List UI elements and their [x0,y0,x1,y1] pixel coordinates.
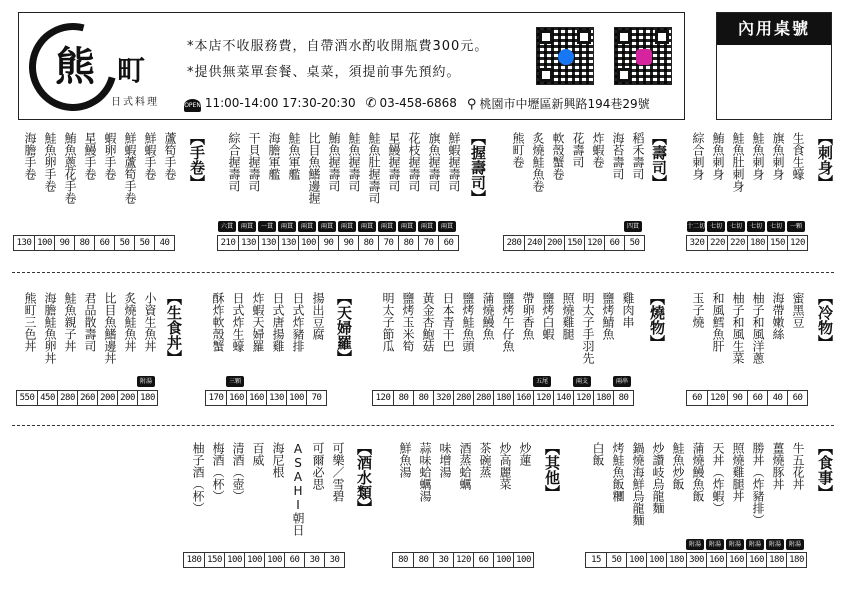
price-cell: 80 [413,553,433,567]
price-cell: 320 [433,391,453,405]
portion-tag: 七切 [747,221,765,232]
price-cell: 220 [727,236,747,250]
menu-item: 綜合刺身 [691,132,705,180]
menu-item: 鮮蝦蘆筍手卷 [123,132,137,204]
price-cell: 200 [97,391,117,405]
price-cell: 140 [553,391,573,405]
menu-item: 鹽烤鮭魚頭 [461,292,475,352]
price-cell: 180 [593,391,613,405]
portion-tag [665,539,685,550]
portion-tag: 一顆 [787,221,805,232]
menu-item: 鮮蝦握壽司 [447,132,461,192]
price-cell: 160 [726,553,746,567]
opening-hours: OPEN 11:00-14:00 17:30-20:30 [184,95,356,110]
portion-tag: 十二切 [687,223,706,230]
menu-item: ASAHI朝日 [291,442,305,536]
price-cell: 40 [767,391,787,405]
price-cell: 80 [398,236,418,250]
menu-item: 鮪魚握壽司 [327,132,341,192]
nigiri-heading: 【握壽司】 [469,130,487,205]
menu-item: 明太子節瓜 [381,292,395,352]
price-cell: 120 [584,236,604,250]
menu-item: 生食生蠔 [791,132,805,180]
menu-item: 柚子和風洋蔥 [751,292,765,364]
menu-item: 鹽烤午仔魚 [501,292,515,352]
price-cell: 200 [544,236,564,250]
price-cell: 60 [747,391,767,405]
menu-item: 旗魚刺身 [771,132,785,180]
instagram-qr-code[interactable] [614,27,672,85]
menu-item: 蒲燒鰻魚飯 [691,442,705,502]
meals-heading: 【食事】 [816,440,834,500]
grilled-tag-row [372,376,632,387]
price-cell: 30 [433,553,453,567]
price-cell: 60 [787,391,807,405]
menu-item: 蘆筍手卷 [163,132,177,180]
menu-item: 海帶嫩絲 [771,292,785,340]
portion-tag [492,376,512,387]
portion-tag: 七切 [707,221,725,232]
price-cell: 90 [727,391,747,405]
menu-item: 炙燒鮭魚丼 [123,292,137,352]
address: ⚲ 桃園市中壢區新興路194巷29號 [466,97,650,112]
menu-item: 可樂／雪碧 [331,442,345,502]
menu-item: 君品散壽司 [83,292,97,352]
logo-main-char: 熊 [55,43,93,90]
donburi-tag-row [16,376,156,387]
price-cell: 280 [453,391,473,405]
menu-item: 牛五花丼 [791,442,805,490]
divider [12,425,834,426]
menu-item: 鮪魚刺身 [711,132,725,180]
portion-tag [605,539,625,550]
portion-tag [392,376,412,387]
portion-tag [625,539,645,550]
price-cell: 70 [306,391,326,405]
menu-item: 比目魚鰭邊握 [307,132,321,204]
price-cell: 240 [524,236,544,250]
portion-tag [285,376,305,387]
cold-price-row [686,390,808,406]
menu-item: 星鰻握壽司 [387,132,401,192]
tempura-heading: 【天婦羅】 [335,290,353,365]
price-cell: 90 [338,236,358,250]
menu-item: 鮭魚炒飯 [671,442,685,490]
menu-item: 明太子手羽先 [581,292,595,364]
menu-item: 揚出豆腐 [311,292,325,340]
price-cell: 100 [264,553,284,567]
portion-tag [523,221,543,232]
price-cell: 100 [626,553,646,567]
nigiri-tag-row [217,221,457,232]
portion-tag: 兩貫 [378,221,396,232]
menu-item: 海膽手卷 [23,132,37,180]
portion-tag: 附湯 [137,376,155,387]
portion-tag [503,221,523,232]
price-cell: 220 [707,236,727,250]
menu-item: 干貝握壽司 [247,132,261,192]
portion-tag [76,376,96,387]
other-heading: 【其他】 [543,440,561,500]
menu-item: 鹽烤玉米筍 [401,292,415,352]
menu-item: 鮭魚肚刺身 [731,132,745,192]
menu-item: 日式炸豬排 [291,292,305,352]
menu-item: 烤鮭魚飯糰 [611,442,625,502]
price-cell: 160 [706,553,726,567]
location-pin-icon: ⚲ [466,97,477,112]
price-cell: 15 [591,555,601,565]
price-cell: 180 [766,553,786,567]
price-cell: 60 [692,393,702,403]
price-cell: 160 [513,391,533,405]
price-cell: 50 [624,236,644,250]
portion-tag: 附湯 [726,539,744,550]
portion-tag: 七切 [727,221,745,232]
portion-tag [56,376,76,387]
donburi-price-row [16,390,158,406]
menu-item: 鮭魚親子丼 [63,292,77,352]
menu-item: 蜜黑豆 [791,292,805,328]
menu-item: 炒高麗菜 [498,442,512,490]
portion-tag: 兩貫 [398,221,416,232]
price-cell: 200 [117,391,137,405]
table-number-box[interactable] [716,12,832,120]
portion-tag: 四貫 [624,221,642,232]
price-cell: 160 [226,391,246,405]
sashimi-heading: 【刺身】 [816,130,834,190]
portion-tag [245,376,265,387]
restaurant-header [18,12,685,120]
menu-item: 鮭魚肚握壽司 [367,132,381,204]
menu-item: 炒讚岐烏龍麵 [651,442,665,514]
price-cell: 80 [613,391,633,405]
menu-item: 蒜味蛤蠣湯 [418,442,432,502]
portion-tag [583,221,603,232]
menu-item: 鮭魚刺身 [751,132,765,180]
menu-item: 稻禾壽司 [631,132,645,180]
price-cell: 80 [398,555,408,565]
portion-tag: 兩貫 [358,221,376,232]
price-cell: 50 [134,236,154,250]
price-cell: 130 [16,238,32,248]
menu-item: 百威 [251,442,265,466]
portion-tag: 兩貫 [318,221,336,232]
menu-item: 鮭魚軍艦 [287,132,301,180]
tempura-price-row [205,390,327,406]
price-cell: 90 [318,236,338,250]
portion-tag [205,376,225,387]
menu-item: 蒲燒鰻魚 [481,292,495,340]
portion-tag [432,376,452,387]
menu-item: 海膽鮭魚卵丼 [43,292,57,364]
menu-item: 照燒雞腿丼 [731,442,745,502]
price-cell: 60 [473,553,493,567]
price-cell: 130 [278,236,298,250]
menu-item: 蝦卵手卷 [103,132,117,180]
price-cell: 260 [77,391,97,405]
menu-item: 味增湯 [438,442,452,478]
price-cell: 80 [358,236,378,250]
price-cell: 100 [286,391,306,405]
menu-item: 鹽烤鯖魚 [601,292,615,340]
price-cell: 130 [266,391,286,405]
grilled-price-row [372,390,634,406]
portion-tag [452,376,472,387]
menu-item: 鍋燒海鮮烏龍麵 [631,442,645,526]
nigiri-price-row [217,235,459,251]
price-cell: 60 [284,553,304,567]
price-cell: 120 [787,236,807,250]
drinks-price-row [183,552,345,568]
facebook-qr-code[interactable] [536,27,594,85]
portion-tag [36,376,56,387]
menu-item: 日式唐揚雞 [271,292,285,352]
price-cell: 80 [393,391,413,405]
menu-item: 綜合握壽司 [227,132,241,192]
price-cell: 100 [493,553,513,567]
portion-tag [645,539,665,550]
price-cell: 180 [186,555,202,565]
portion-tag: 附湯 [686,539,704,550]
price-cell: 150 [564,236,584,250]
other-price-row [392,552,534,568]
menu-item: 炙燒鮭魚卷 [531,132,545,192]
portion-tag [116,376,136,387]
menu-item: 炸蝦天婦羅 [251,292,265,352]
portion-tag: 兩貫 [418,221,436,232]
menu-item: 茶碗蒸 [478,442,492,478]
portion-tag [603,221,623,232]
sashimi-tag-row [686,221,806,232]
portion-tag: 三顆 [226,376,244,387]
portion-tag: 附湯 [706,539,724,550]
menu-item: 比目魚鰭邊丼 [103,292,117,364]
logo-tagline: 日式料理 [111,97,159,108]
sushi-tag-row [503,221,643,232]
facebook-icon [558,49,574,65]
price-cell: 150 [767,236,787,250]
menu-item: 柚子和風生菜 [731,292,745,364]
menu-item: 炒蓮 [518,442,532,466]
price-cell: 40 [154,236,174,250]
portion-tag: 附湯 [786,539,804,550]
price-cell: 100 [646,553,666,567]
price-cell: 280 [57,391,77,405]
portion-tag: 兩貫 [278,221,296,232]
instagram-icon [636,49,652,65]
portion-tag: 兩貫 [238,221,256,232]
menu-item: 清酒（壺） [231,442,245,502]
open-icon: OPEN [184,99,201,112]
donburi-heading: 【生食丼】 [165,290,183,365]
portion-tag: 兩串 [613,376,631,387]
menu-item: 花枝握壽司 [407,132,421,192]
notice-service-fee: *本店不收服務費，自帶酒水酌收開瓶費300元。 [187,39,489,54]
portion-tag [585,539,605,550]
price-cell: 60 [94,236,114,250]
menu-item: 軟殼蟹卷 [551,132,565,180]
portion-tag [412,376,432,387]
portion-tag [305,376,325,387]
portion-tag: 五尾 [533,376,551,387]
portion-tag [512,376,532,387]
sushi-heading: 【壽司】 [650,130,668,190]
price-cell: 120 [573,391,593,405]
portion-tag: 附湯 [766,539,784,550]
price-cell: 60 [438,236,458,250]
price-cell: 210 [220,238,236,248]
portion-tag: 兩支 [573,376,591,387]
menu-item: 炸蝦卷 [591,132,605,168]
menu-item: 玉子燒 [691,292,705,328]
price-cell: 300 [686,553,706,567]
price-cell: 100 [244,553,264,567]
menu-item: 星鰻手卷 [83,132,97,180]
menu-item: 海苔壽司 [611,132,625,180]
portion-tag [472,376,492,387]
price-cell: 120 [453,553,473,567]
menu-item: 海膽軍艦 [267,132,281,180]
price-cell: 130 [238,236,258,250]
menu-item: 日式炸生蠔 [231,292,245,352]
phone: ✆ 03-458-6868 [365,96,457,111]
price-cell: 120 [707,391,727,405]
portion-tag [265,376,285,387]
portion-tag [563,221,583,232]
portion-tag: 兩貫 [338,221,356,232]
menu-item: 鮭魚握壽司 [347,132,361,192]
price-cell: 280 [473,391,493,405]
price-cell: 60 [604,236,624,250]
grilled-heading: 【燒物】 [648,290,666,350]
portion-tag [96,376,116,387]
menu-item: 可爾必思 [311,442,325,490]
tempura-tag-row [205,376,325,387]
menu-item: 小資生魚丼 [143,292,157,352]
price-cell: 550 [19,393,35,403]
price-cell: 130 [258,236,278,250]
sushi-price-row [503,235,645,251]
drinks-heading: 【酒水類】 [355,440,373,515]
price-cell: 70 [418,236,438,250]
price-cell: 70 [378,236,398,250]
price-cell: 160 [246,391,266,405]
temaki-heading: 【手卷】 [188,130,206,190]
menu-item: 海尼根 [271,442,285,478]
menu-item: 酒蒸蛤蠣 [458,442,472,490]
menu-item: 日本青干巴 [441,292,455,352]
price-cell: 120 [375,393,391,403]
price-cell: 80 [413,391,433,405]
phone-icon: ✆ [365,96,377,111]
meals-tag-row [585,539,805,550]
price-cell: 450 [37,391,57,405]
menu-item: 薑燒豚丼 [771,442,785,490]
menu-item: 照燒雞腿 [561,292,575,340]
portion-tag [592,376,612,387]
divider [12,272,834,273]
menu-item: 花壽司 [571,132,585,168]
price-cell: 180 [747,236,767,250]
menu-item: 白飯 [591,442,605,466]
menu-item: 鮮蝦手卷 [143,132,157,180]
menu-item: 鮭魚卵手卷 [43,132,57,192]
temaki-price-row [13,235,175,251]
portion-tag [372,376,392,387]
notice-reservation: *提供無菜單套餐、桌菜，須提前事先預約。 [187,65,461,80]
price-cell: 170 [208,393,224,403]
menu-item: 鮪魚蔥花手卷 [63,132,77,204]
menu-item: 勝丼（炸豬排） [751,442,765,526]
price-cell: 50 [606,553,626,567]
portion-tag [552,376,572,387]
portion-tag: 附湯 [746,539,764,550]
price-cell: 100 [34,236,54,250]
cold-heading: 【冷物】 [816,290,834,350]
menu-item: 和風鱈魚肝 [711,292,725,352]
logo-sub-char: 町 [117,54,146,87]
price-cell: 100 [224,553,244,567]
menu-item: 天丼（炸蝦） [711,442,725,514]
price-cell: 120 [533,391,553,405]
menu-item: 雞肉串 [621,292,635,328]
price-cell: 280 [506,238,522,248]
menu-item: 柚子酒（杯） [191,442,205,514]
price-cell: 180 [137,391,157,405]
price-cell: 80 [74,236,94,250]
portion-tag: 七切 [767,221,785,232]
price-cell: 150 [204,553,224,567]
portion-tag: 兩貫 [298,221,316,232]
menu-item: 熊町三色丼 [23,292,37,352]
price-cell: 100 [298,236,318,250]
menu-item: 鮮魚湯 [398,442,412,478]
portion-tag: 六貫 [218,221,236,232]
sashimi-price-row [686,235,808,251]
portion-tag: 一貫 [258,221,276,232]
meals-price-row [585,552,807,568]
menu-item: 酥炸軟殼蟹 [211,292,225,352]
menu-item: 熊町卷 [511,132,525,168]
price-cell: 30 [324,553,344,567]
price-cell: 180 [493,391,513,405]
table-number-label: 內用桌號 [717,13,831,45]
menu-item: 黃金杏鮑菇 [421,292,435,352]
price-cell: 160 [746,553,766,567]
menu-item: 鹽烤白蝦 [541,292,555,340]
portion-tag [16,376,36,387]
menu-item: 旗魚握壽司 [427,132,441,192]
price-cell: 180 [786,553,806,567]
menu-item: 帶卵香魚 [521,292,535,340]
price-cell: 90 [54,236,74,250]
portion-tag [543,221,563,232]
portion-tag: 兩貫 [438,221,456,232]
price-cell: 180 [666,553,686,567]
price-cell: 320 [689,238,705,248]
contact-info-row [184,95,650,112]
price-cell: 50 [114,236,134,250]
price-cell: 100 [513,553,533,567]
menu-item: 梅酒（杯） [211,442,225,502]
price-cell: 30 [304,553,324,567]
